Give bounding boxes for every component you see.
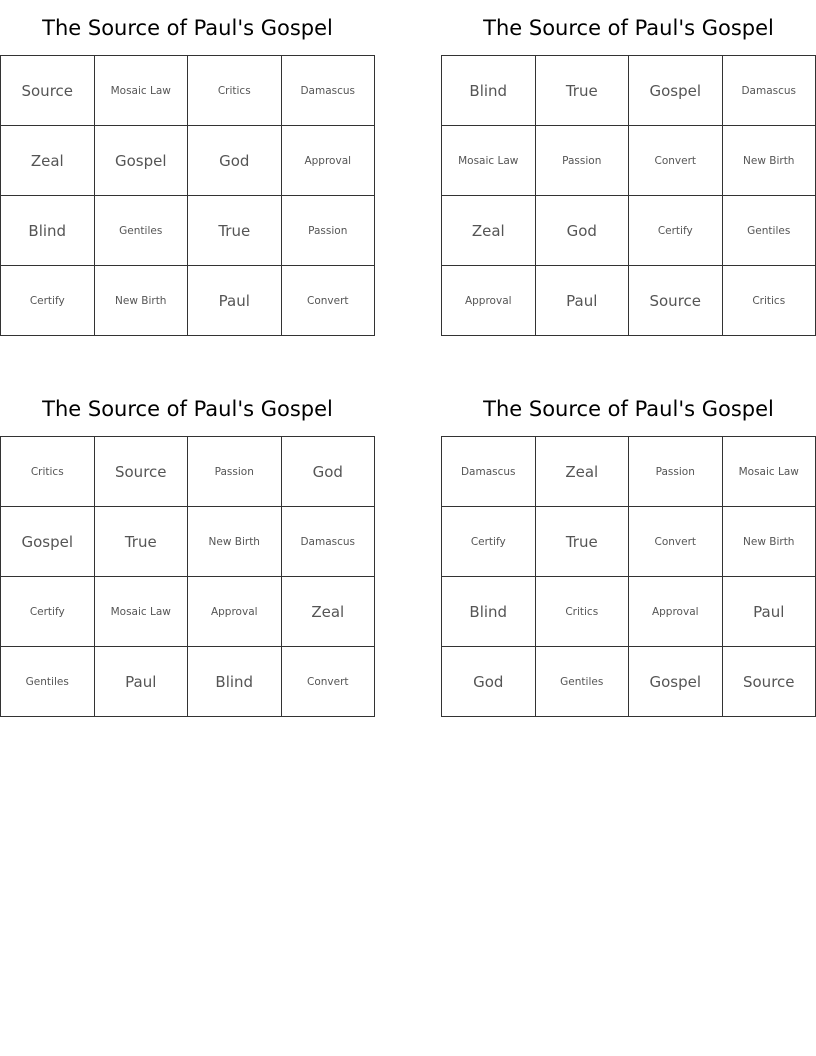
bingo-cell: Certify xyxy=(1,577,95,647)
bingo-cell: True xyxy=(188,196,282,266)
bingo-grid xyxy=(0,55,375,336)
bingo-cell: Convert xyxy=(282,647,376,717)
bingo-cell: God xyxy=(188,126,282,196)
bingo-grid xyxy=(441,436,816,717)
bingo-cell: Paul xyxy=(723,577,816,647)
bingo-cell: Certify xyxy=(442,507,536,577)
bingo-cell: Zeal xyxy=(282,577,376,647)
bingo-cell: Gospel xyxy=(95,126,189,196)
bingo-cell: Critics xyxy=(188,56,282,126)
bingo-cell: Damascus xyxy=(282,507,376,577)
bingo-cell: New Birth xyxy=(188,507,282,577)
bingo-cell: God xyxy=(536,196,630,266)
bingo-cell: Zeal xyxy=(1,126,95,196)
bingo-cell: Critics xyxy=(1,437,95,507)
bingo-cell: Paul xyxy=(536,266,630,336)
bingo-cell: Approval xyxy=(629,577,723,647)
bingo-cell: Approval xyxy=(188,577,282,647)
bingo-cell: Convert xyxy=(282,266,376,336)
bingo-cell: Blind xyxy=(442,577,536,647)
bingo-cell: Gentiles xyxy=(1,647,95,717)
bingo-cell: Approval xyxy=(282,126,376,196)
bingo-cell: Gospel xyxy=(1,507,95,577)
bingo-cell: Damascus xyxy=(723,56,816,126)
bingo-cell: Gospel xyxy=(629,647,723,717)
bingo-cell: Gentiles xyxy=(723,196,816,266)
bingo-cell: New Birth xyxy=(723,126,816,196)
bingo-cell: True xyxy=(95,507,189,577)
card-title: The Source of Paul's Gospel xyxy=(42,16,333,40)
bingo-cell: Mosaic Law xyxy=(95,56,189,126)
bingo-cell: Passion xyxy=(629,437,723,507)
bingo-cell: Zeal xyxy=(442,196,536,266)
card-title: The Source of Paul's Gospel xyxy=(483,397,774,421)
bingo-cell: Source xyxy=(723,647,816,717)
bingo-cell: New Birth xyxy=(723,507,816,577)
bingo-cell: True xyxy=(536,507,630,577)
bingo-grid xyxy=(0,436,375,717)
bingo-cell: Blind xyxy=(1,196,95,266)
bingo-cell: True xyxy=(536,56,630,126)
bingo-cell: Gentiles xyxy=(95,196,189,266)
bingo-cell: Mosaic Law xyxy=(95,577,189,647)
bingo-cell: Source xyxy=(1,56,95,126)
bingo-cell: Critics xyxy=(723,266,816,336)
bingo-cell: Damascus xyxy=(442,437,536,507)
card-title: The Source of Paul's Gospel xyxy=(42,397,333,421)
card-title: The Source of Paul's Gospel xyxy=(483,16,774,40)
bingo-cell: Mosaic Law xyxy=(442,126,536,196)
bingo-cell: Passion xyxy=(536,126,630,196)
bingo-cell: Passion xyxy=(188,437,282,507)
bingo-cell: Critics xyxy=(536,577,630,647)
bingo-grid xyxy=(441,55,816,336)
bingo-cell: God xyxy=(442,647,536,717)
bingo-cell: Mosaic Law xyxy=(723,437,816,507)
bingo-cell: Blind xyxy=(442,56,536,126)
bingo-cell: Source xyxy=(629,266,723,336)
bingo-cell: New Birth xyxy=(95,266,189,336)
bingo-cell: Certify xyxy=(629,196,723,266)
bingo-cell: Blind xyxy=(188,647,282,717)
bingo-cell: Approval xyxy=(442,266,536,336)
bingo-cell: Damascus xyxy=(282,56,376,126)
bingo-cell: Convert xyxy=(629,126,723,196)
bingo-cell: Gentiles xyxy=(536,647,630,717)
bingo-cell: Paul xyxy=(188,266,282,336)
bingo-cell: Convert xyxy=(629,507,723,577)
bingo-cell: Paul xyxy=(95,647,189,717)
bingo-cell: Zeal xyxy=(536,437,630,507)
bingo-cell: Certify xyxy=(1,266,95,336)
bingo-cell: Gospel xyxy=(629,56,723,126)
bingo-cell: God xyxy=(282,437,376,507)
bingo-cell: Source xyxy=(95,437,189,507)
bingo-cell: Passion xyxy=(282,196,376,266)
